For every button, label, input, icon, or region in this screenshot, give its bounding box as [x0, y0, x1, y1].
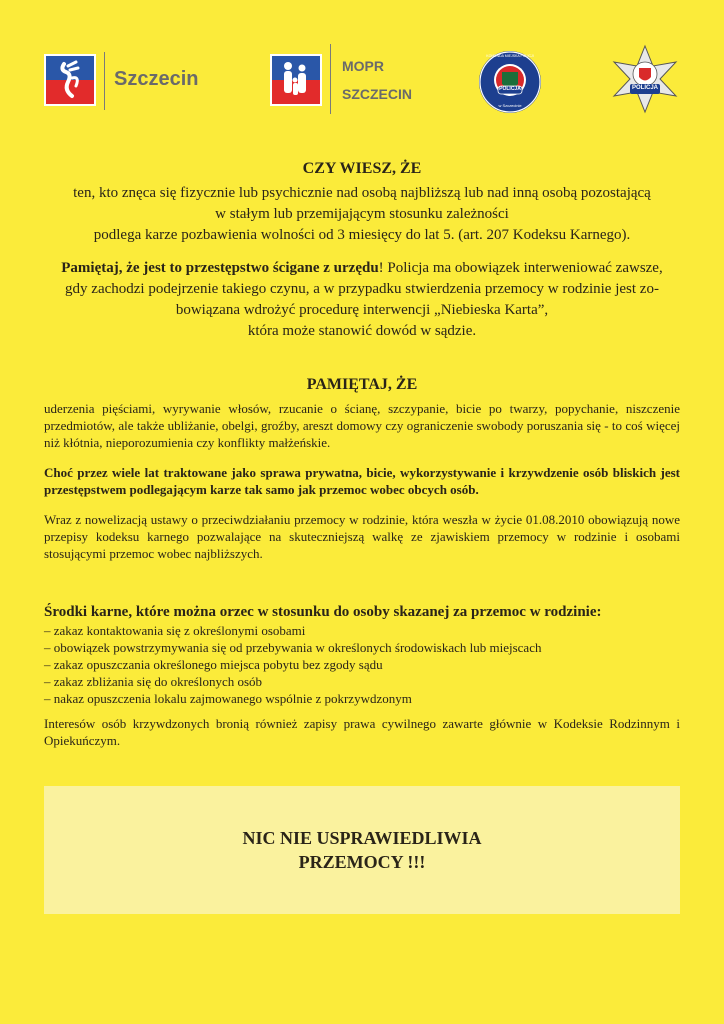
section3-para: Interesów osób krzywdzonych bronią również zapisy prawa cywilnego zawarte głównie w Kodeksie Rodzinnym i Opiekuńczym.	[44, 716, 680, 748]
city-police-badge	[478, 50, 542, 114]
section2-para3: Wraz z nowelizacją ustawy o przeciwdziałaniu przemocy w rodzinie, która weszła w życie 01.08.2010 obowiązują nowe przepisy kodeksu karnego pozwalające na skuteczniejszą walkę ze zjawiskiem przemocy w rodzinie i osobami stosującymi przemoc wobec najbliższych.	[44, 512, 680, 561]
section1-rest3: bowiązana wdrożyć procedurę interwencji „Niebieska Karta”,	[175, 302, 549, 318]
penalties-list	[44, 622, 680, 707]
slogan-line2: PRZEMOCY !!!	[298, 852, 426, 872]
badge1-bottom-text: w Szczecinie	[498, 103, 522, 108]
list-item: – zakaz opuszczania określonego miejsca pobytu bez zgody sądu	[44, 656, 680, 673]
section1-para2-line1	[44, 258, 680, 279]
police-star-badge	[610, 44, 680, 114]
family-icon	[270, 54, 322, 106]
szczecin-griffin-icon	[44, 54, 96, 106]
section1-line1: ten, kto znęca się fizycznie lub psychicznie nad osobą najbliższą lub nad inną osobą pozostającą	[73, 185, 651, 201]
badge1-ring-text: KOMENDA MIEJSKA POLICJI	[486, 54, 534, 58]
section1-rest2: gdy zachodzi podejrzenie takiego czynu, a w przypadku stwierdzenia przemocy w rodzinie jest zo-	[65, 281, 659, 297]
divider	[104, 52, 105, 110]
section2-heading: PAMIĘTAJ, ŻE	[306, 376, 418, 393]
slogan-box	[44, 786, 680, 914]
mopr-line1: MOPR	[342, 58, 384, 74]
section1-line3: podlega karze pozbawienia wolności od 3 miesięcy do lat 5. (art. 207 Kodeksu Karnego).	[93, 227, 631, 243]
list-item: – zakaz kontaktowania się z określonymi osobami	[44, 622, 680, 639]
list-item: – nakaz opuszczenia lokalu zajmowanego wspólnie z pokrzywdzonym	[44, 690, 680, 707]
list-item: – obowiązek powstrzymywania się od przebywania w określonych środowiskach lub miejscach	[44, 639, 680, 656]
section-penalties	[44, 603, 680, 749]
section1-line2: w stałym lub przemijającym stosunku zależności	[215, 206, 509, 222]
section1-rest4: która może stanowić dowód w sądzie.	[247, 323, 477, 339]
section-remember	[44, 376, 680, 562]
section1-bold-lead: Pamiętaj, że jest to przestępstwo ścigane z urzędu	[61, 260, 379, 276]
mopr-line2: SZCZECIN	[342, 86, 412, 102]
section2-para1: uderzenia pięściami, wyrywanie włosów, rzucanie o ścianę, szczypanie, bicie po twarzy, popychanie, niszczenie przedmiotów, ale także ubliżanie, obelgi, groźby, areszt domowy czy ograniczenie swobody poruszania się - to coś więcej niż kłótnia, nieporozumienia czy konflikty małżeńskie.	[44, 401, 680, 450]
section1-rest1: ! Policja ma obowiązek interweniować zawsze,	[378, 260, 663, 276]
mopr-logo	[270, 44, 430, 116]
section2-para2: Choć przez wiele lat traktowane jako sprawa prywatna, bicie, wykorzystywanie i krzywdzenie osób bliskich jest przestępstwem podlegającym karze tak samo jak przemoc wobec obcych osób.	[44, 465, 680, 497]
list-item: – zakaz zbliżania się do określonych osób	[44, 673, 680, 690]
slogan-line1: NIC NIE USPRAWIEDLIWIA	[242, 828, 482, 848]
section3-heading: Środki karne, które można orzec w stosunku do osoby skazanej za przemoc w rodzinie:	[44, 604, 602, 620]
szczecin-logo	[44, 52, 214, 108]
section1-heading: CZY WIESZ, ŻE	[302, 160, 422, 177]
divider	[330, 44, 331, 114]
badge1-center-text: POLICJA	[499, 86, 521, 92]
szczecin-label: Szczecin	[114, 68, 199, 90]
section-intro	[44, 160, 680, 342]
logo-bar	[0, 44, 724, 124]
badge2-text: POLICJA	[631, 85, 658, 91]
